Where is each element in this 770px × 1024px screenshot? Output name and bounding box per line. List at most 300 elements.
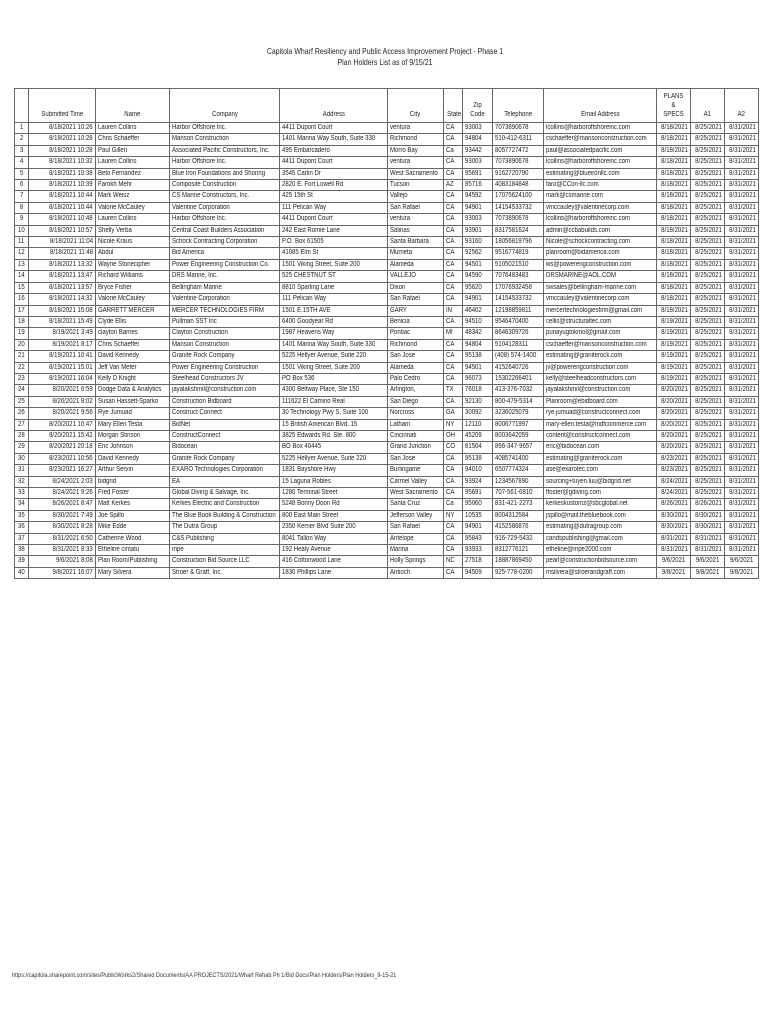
cell-text: 29 xyxy=(17,443,25,451)
cell-text: Grand Junction xyxy=(390,443,431,451)
cell-text: 8/31/2021 xyxy=(729,511,756,519)
cell-email-address xyxy=(544,157,657,168)
cell-text: 413-376-7032 xyxy=(495,386,533,394)
cell-name xyxy=(96,510,170,521)
cell-text: CA xyxy=(446,169,455,177)
cell-text: MI xyxy=(446,329,453,337)
cell-text: 41085 Elm St xyxy=(282,249,319,257)
cell-text: CA xyxy=(446,124,455,131)
cell-text: Clyde Ellis xyxy=(98,317,127,325)
cell-name xyxy=(96,202,170,213)
cell-text: 9/8/2021 16:07 xyxy=(52,568,93,576)
cell-text: 8/25/2021 xyxy=(695,489,722,496)
cell-address xyxy=(280,419,388,430)
cell-row-number xyxy=(15,442,29,453)
cell-telephone xyxy=(493,545,544,556)
cell-a2-date xyxy=(725,499,759,510)
cell-text: 425 15th St xyxy=(282,192,313,200)
cell-text: 8/25/2021 xyxy=(695,329,722,337)
cell-text: Matt Kerkes xyxy=(98,500,131,508)
cell-text: 25 xyxy=(17,397,25,405)
cell-text: 9546470400 xyxy=(495,317,529,325)
cell-city xyxy=(388,328,444,339)
cell-company xyxy=(170,442,280,453)
cell-text: cschaeffer@mansonconstruction.com xyxy=(546,340,647,348)
cell-company xyxy=(170,362,280,373)
cell-plans-specs-date xyxy=(657,408,691,419)
cell-text: 8/25/2021 xyxy=(695,272,722,280)
cell-state xyxy=(444,396,463,407)
cell-address xyxy=(280,545,388,556)
cell-text: content@constructconnect.com xyxy=(546,431,631,439)
cell-company xyxy=(170,556,280,567)
cell-text: 8/25/2021 xyxy=(695,363,722,371)
cell-text: 8/18/2021 xyxy=(661,283,688,291)
cell-row-number xyxy=(15,259,29,270)
cell-name xyxy=(96,453,170,464)
cell-text: Power Engineering Construction xyxy=(172,363,259,371)
cell-row-number xyxy=(15,248,29,259)
cell-state xyxy=(444,237,463,248)
cell-telephone xyxy=(493,328,544,339)
cell-state xyxy=(444,351,463,362)
cell-state xyxy=(444,168,463,179)
cell-state xyxy=(444,488,463,499)
column-header-label: Submitted Time xyxy=(41,111,83,118)
cell-text: 8/25/2021 xyxy=(695,420,722,428)
cell-text: AZ xyxy=(446,181,454,189)
cell-a1-date xyxy=(691,419,725,430)
cell-text: P.O. Box 61505 xyxy=(282,238,324,246)
cell-name xyxy=(96,328,170,339)
table-row xyxy=(15,533,759,544)
cell-text: 8/31/2021 xyxy=(729,135,756,143)
cell-text: Santa Barbara xyxy=(390,238,429,246)
plan-holders-sheet xyxy=(14,88,758,579)
column-header-label: Telephone xyxy=(504,111,532,118)
table-row xyxy=(15,430,759,441)
cell-a1-date xyxy=(691,465,725,476)
column-header-label: Company xyxy=(211,111,238,118)
cell-text: 8/18/2021 11:48 xyxy=(49,249,93,257)
cell-text: Planroom@ebidboard.com xyxy=(546,397,618,405)
cell-text: 94901 xyxy=(465,523,482,531)
cell-text: 8/20/2021 15:42 xyxy=(49,431,93,439)
cell-telephone xyxy=(493,533,544,544)
cell-text: San Jose xyxy=(390,454,416,462)
cell-a2-date xyxy=(725,556,759,567)
cell-a2-date xyxy=(725,305,759,316)
cell-text: 8/25/2021 xyxy=(695,431,722,439)
cell-a2-date xyxy=(725,282,759,293)
cell-state xyxy=(444,453,463,464)
cell-text: 1401 Marina Way South, Suite 330 xyxy=(282,340,376,348)
cell-text: 31 xyxy=(17,466,25,474)
cell-a1-date xyxy=(691,282,725,293)
cell-text: EA xyxy=(172,477,181,485)
cell-text: 242 East Romie Lane xyxy=(282,226,340,234)
cell-name xyxy=(96,316,170,327)
cell-address xyxy=(280,180,388,191)
cell-zip-code xyxy=(463,225,493,236)
cell-address xyxy=(280,430,388,441)
cell-state xyxy=(444,442,463,453)
cell-a1-date xyxy=(691,237,725,248)
cell-company xyxy=(170,453,280,464)
cell-text: Catherine Wood xyxy=(98,534,142,542)
table-row xyxy=(15,488,759,499)
cell-plans-specs-date xyxy=(657,488,691,499)
cell-submitted-time xyxy=(29,362,96,373)
cell-a1-date xyxy=(691,248,725,259)
cell-text: 8/23/2021 xyxy=(661,454,688,462)
cell-name xyxy=(96,134,170,145)
cell-a2-date xyxy=(725,533,759,544)
cell-text: 8/30/2021 7:49 xyxy=(52,511,93,519)
cell-name xyxy=(96,556,170,567)
cell-address xyxy=(280,202,388,213)
cell-text: faro@CCon-llc.com xyxy=(546,181,599,189)
cell-text: 8/31/2021 xyxy=(695,534,722,542)
cell-text: 1501 Viking Street, Suite 200 xyxy=(282,260,360,268)
cell-text: 8/31/2021 xyxy=(729,386,756,394)
cell-text: 6 xyxy=(19,181,23,189)
cell-city xyxy=(388,305,444,316)
cell-city xyxy=(388,408,444,419)
cell-telephone xyxy=(493,430,544,441)
cell-text: Rye Jumuad xyxy=(98,409,132,417)
cell-telephone xyxy=(493,134,544,145)
cell-a1-date xyxy=(691,225,725,236)
cell-state xyxy=(444,556,463,567)
cell-text: 8/18/2021 13:57 xyxy=(49,283,93,291)
cell-email-address xyxy=(544,351,657,362)
cell-name xyxy=(96,237,170,248)
cell-text: San Rafael xyxy=(390,523,420,531)
cell-text: C&S Publishing xyxy=(172,534,214,542)
cell-company xyxy=(170,373,280,384)
cell-text: 93901 xyxy=(465,226,482,234)
cell-company xyxy=(170,134,280,145)
cell-plans-specs-date xyxy=(657,522,691,533)
cell-name xyxy=(96,145,170,156)
cell-text: 9/6/2021 8:08 xyxy=(56,557,93,565)
table-row xyxy=(15,168,759,179)
cell-zip-code xyxy=(463,328,493,339)
cell-text: 1987 Heavens Way xyxy=(282,329,335,337)
cell-text: Manson Construction xyxy=(172,340,229,348)
cell-row-number xyxy=(15,282,29,293)
cell-email-address xyxy=(544,191,657,202)
cell-city xyxy=(388,385,444,396)
cell-text: 94501 xyxy=(465,260,482,268)
cell-text: mercertechnologiesfirm@gmail.com xyxy=(546,306,643,314)
cell-text: 8/31/2021 xyxy=(729,420,756,428)
cell-text: 8/19/2021 8:17 xyxy=(52,340,93,348)
cell-text: 14154533732 xyxy=(495,295,532,303)
document-title-block xyxy=(69,46,700,68)
cell-text: 800 East Main Street xyxy=(282,511,339,519)
column-header-address xyxy=(280,89,388,123)
cell-text: admin@ccbabuilds.com xyxy=(546,226,611,234)
cell-text: rye.jumuad@constructconnect.com xyxy=(546,409,641,417)
cell-company xyxy=(170,510,280,521)
cell-text: Arlington, xyxy=(390,386,416,394)
cell-text: 8/18/2021 10:48 xyxy=(49,215,93,223)
cell-text: mpe xyxy=(172,546,184,554)
cell-telephone xyxy=(493,453,544,464)
cell-name xyxy=(96,545,170,556)
cell-text: 510-412-6311 xyxy=(495,135,533,143)
cell-text: 8/23/2021 16:27 xyxy=(49,466,93,474)
cell-a1-date xyxy=(691,488,725,499)
cell-address xyxy=(280,385,388,396)
cell-city xyxy=(388,488,444,499)
cell-text: NY xyxy=(446,420,455,428)
cell-text: 4152586876 xyxy=(495,523,529,531)
cell-a2-date xyxy=(725,545,759,556)
cell-text: 30092 xyxy=(465,409,482,417)
cell-zip-code xyxy=(463,510,493,521)
cell-a1-date xyxy=(691,180,725,191)
cell-text: 8/25/2021 xyxy=(695,374,722,382)
cell-text: mary-ellen.testa@mdfcommerce.com xyxy=(546,420,647,428)
cell-telephone xyxy=(493,157,544,168)
cell-submitted-time xyxy=(29,556,96,567)
cell-address xyxy=(280,339,388,350)
cell-text: 8810 Sparling Lane xyxy=(282,283,335,291)
cell-text: Valorie McCauley xyxy=(98,203,145,211)
cell-plans-specs-date xyxy=(657,453,691,464)
cell-text: 8/31/2021 xyxy=(729,283,756,291)
cell-text: 23 xyxy=(17,374,25,382)
cell-text: 8/25/2021 xyxy=(695,352,722,360)
cell-text: Jeff Van Meter xyxy=(98,363,137,371)
table-row xyxy=(15,180,759,191)
cell-text: Mike Edde xyxy=(98,523,127,531)
cell-telephone xyxy=(493,488,544,499)
cell-text: etheline@mpe2000.com xyxy=(546,546,612,554)
cell-email-address xyxy=(544,134,657,145)
cell-telephone xyxy=(493,419,544,430)
cell-plans-specs-date xyxy=(657,237,691,248)
cell-a2-date xyxy=(725,362,759,373)
cell-state xyxy=(444,248,463,259)
cell-text: 8/24/2021 xyxy=(661,489,688,496)
cell-text: 1831 Bayshore Hwy xyxy=(282,466,336,474)
cell-telephone xyxy=(493,259,544,270)
cell-text: 8/25/2021 xyxy=(695,340,722,348)
table-row xyxy=(15,202,759,213)
cell-text: Mark Weisz xyxy=(98,192,130,200)
cell-email-address xyxy=(544,510,657,521)
cell-state xyxy=(444,134,463,145)
cell-text: 800-479-5314 xyxy=(495,397,533,405)
cell-plans-specs-date xyxy=(657,191,691,202)
cell-text: jayalakshmil@construction.com xyxy=(172,386,257,394)
cell-city xyxy=(388,202,444,213)
cell-address xyxy=(280,373,388,384)
cell-text: 8/20/2021 10:47 xyxy=(49,420,93,428)
cell-a2-date xyxy=(725,123,759,134)
cell-text: 8004312584 xyxy=(495,511,529,519)
cell-text: Palo Cedro xyxy=(390,374,421,382)
cell-text: 8/31/2021 xyxy=(729,443,756,451)
cell-address xyxy=(280,396,388,407)
cell-name xyxy=(96,191,170,202)
cell-email-address xyxy=(544,499,657,510)
cell-row-number xyxy=(15,488,29,499)
cell-text: 93924 xyxy=(465,477,482,485)
cell-submitted-time xyxy=(29,271,96,282)
cell-row-number xyxy=(15,419,29,430)
cell-zip-code xyxy=(463,214,493,225)
cell-text: CA xyxy=(446,238,455,246)
cell-address xyxy=(280,123,388,134)
cell-text: 35 xyxy=(17,511,25,519)
cell-text: Tucson xyxy=(390,181,410,189)
cell-text: 8/25/2021 xyxy=(695,169,722,177)
cell-text: Valentine Corporation xyxy=(172,295,230,303)
cell-text: 8/25/2021 xyxy=(695,454,722,462)
cell-text: CA xyxy=(446,295,455,303)
cell-text: Paul Gillen xyxy=(98,146,128,154)
cell-a2-date xyxy=(725,157,759,168)
cell-text: ffoster@gdiving.com xyxy=(546,489,601,496)
cell-row-number xyxy=(15,316,29,327)
cell-plans-specs-date xyxy=(657,545,691,556)
cell-text: Composite Construction xyxy=(172,181,237,189)
cell-state xyxy=(444,157,463,168)
cell-a2-date xyxy=(725,191,759,202)
cell-text: Bidocean xyxy=(172,443,198,451)
cell-text: The Dutra Group xyxy=(172,523,218,531)
cell-city xyxy=(388,214,444,225)
cell-text: mark@csmarine.com xyxy=(546,192,603,200)
cell-state xyxy=(444,259,463,270)
cell-a2-date xyxy=(725,316,759,327)
cell-text: Dixon xyxy=(390,283,406,291)
cell-text: Stroer & Graff, Inc. xyxy=(172,568,223,576)
cell-text: 5225 Hellyer Avenue, Suite 220 xyxy=(282,454,367,462)
cell-text: Joe Spillo xyxy=(98,511,125,519)
cell-text: 2350 Kerner Blvd Suite 200 xyxy=(282,523,356,531)
cell-email-address xyxy=(544,533,657,544)
cell-text: Global Diving & Salvage, Inc. xyxy=(172,489,250,496)
cell-a1-date xyxy=(691,499,725,510)
cell-text: Beto Fernandez xyxy=(98,169,141,177)
cell-telephone xyxy=(493,191,544,202)
cell-text: 38 xyxy=(17,546,25,554)
cell-address xyxy=(280,556,388,567)
cell-text: 19 xyxy=(17,329,25,337)
cell-text: 8/31/2021 6:50 xyxy=(52,534,93,542)
column-header-a1-date xyxy=(691,89,725,123)
cell-email-address xyxy=(544,373,657,384)
cell-text: Dodge Data & Analytics xyxy=(98,386,162,394)
column-header-name xyxy=(96,89,170,123)
cell-a1-date xyxy=(691,259,725,270)
cell-email-address xyxy=(544,294,657,305)
cell-company xyxy=(170,488,280,499)
cell-text: 8/25/2021 xyxy=(695,306,722,314)
cell-text: 8312776121 xyxy=(495,546,529,554)
cell-text: 4411 Dupont Court xyxy=(282,124,333,131)
cell-address xyxy=(280,567,388,578)
cell-company xyxy=(170,237,280,248)
cell-text: Antelope xyxy=(390,534,414,542)
cell-submitted-time xyxy=(29,248,96,259)
table-row xyxy=(15,396,759,407)
cell-email-address xyxy=(544,488,657,499)
cell-zip-code xyxy=(463,453,493,464)
cell-text: 4152640726 xyxy=(495,363,529,371)
cell-address xyxy=(280,453,388,464)
cell-text: 8/31/2021 xyxy=(729,534,756,542)
cell-text: ws@powerengconstruction.com xyxy=(546,260,632,268)
cell-text: Mary Ellen Testa xyxy=(98,420,143,428)
cell-company xyxy=(170,351,280,362)
cell-telephone xyxy=(493,168,544,179)
cell-row-number xyxy=(15,294,29,305)
cell-email-address xyxy=(544,556,657,567)
cell-company xyxy=(170,430,280,441)
cell-text: 8/31/2021 xyxy=(729,409,756,417)
cell-text: kerkeskustomz@sbcglobal.net xyxy=(546,500,628,508)
cell-a2-date xyxy=(725,419,759,430)
cell-text: pearl@constructionbidsource.com xyxy=(546,557,638,565)
cell-a1-date xyxy=(691,145,725,156)
cell-company xyxy=(170,533,280,544)
cell-text: CO xyxy=(446,443,456,451)
cell-a2-date xyxy=(725,351,759,362)
cell-text: Harbor Offshore Inc. xyxy=(172,215,227,223)
cell-a1-date xyxy=(691,442,725,453)
cell-row-number xyxy=(15,168,29,179)
cell-company xyxy=(170,522,280,533)
cell-address xyxy=(280,282,388,293)
cell-text: 9516774819 xyxy=(495,249,529,257)
cell-text: 94804 xyxy=(465,340,482,348)
cell-name xyxy=(96,168,170,179)
cell-text: 8/19/2021 10:41 xyxy=(49,352,93,360)
cell-a1-date xyxy=(691,271,725,282)
cell-email-address xyxy=(544,168,657,179)
cell-text: Valentine Corporation xyxy=(172,203,230,211)
cell-city xyxy=(388,510,444,521)
cell-row-number xyxy=(15,134,29,145)
cell-text: NY xyxy=(446,511,455,519)
cell-text: Bid America xyxy=(172,249,205,257)
cell-text: Antioch xyxy=(390,568,411,576)
cell-text: 26 xyxy=(17,409,25,417)
cell-text: 1501 Viking Street, Suite 200 xyxy=(282,363,360,371)
cell-text: 22 xyxy=(17,363,25,371)
cell-address xyxy=(280,305,388,316)
cell-text: Fred Foster xyxy=(98,489,130,496)
cell-text: 94590 xyxy=(465,272,482,280)
cell-text: 45209 xyxy=(465,431,482,439)
cell-zip-code xyxy=(463,145,493,156)
cell-text: 707-561-6810 xyxy=(495,489,533,496)
cell-text: 1280 Terminal Street xyxy=(282,489,338,496)
document-title: Capitola Wharf Resiliency and Public Access Improvement Project - Phase 1 xyxy=(266,46,504,56)
cell-city xyxy=(388,362,444,373)
cell-text: 16 xyxy=(17,295,25,303)
cell-text: 4411 Dupont Court xyxy=(282,158,333,166)
cell-company xyxy=(170,567,280,578)
cell-text: EXARO Technologies Corporation xyxy=(172,466,263,474)
